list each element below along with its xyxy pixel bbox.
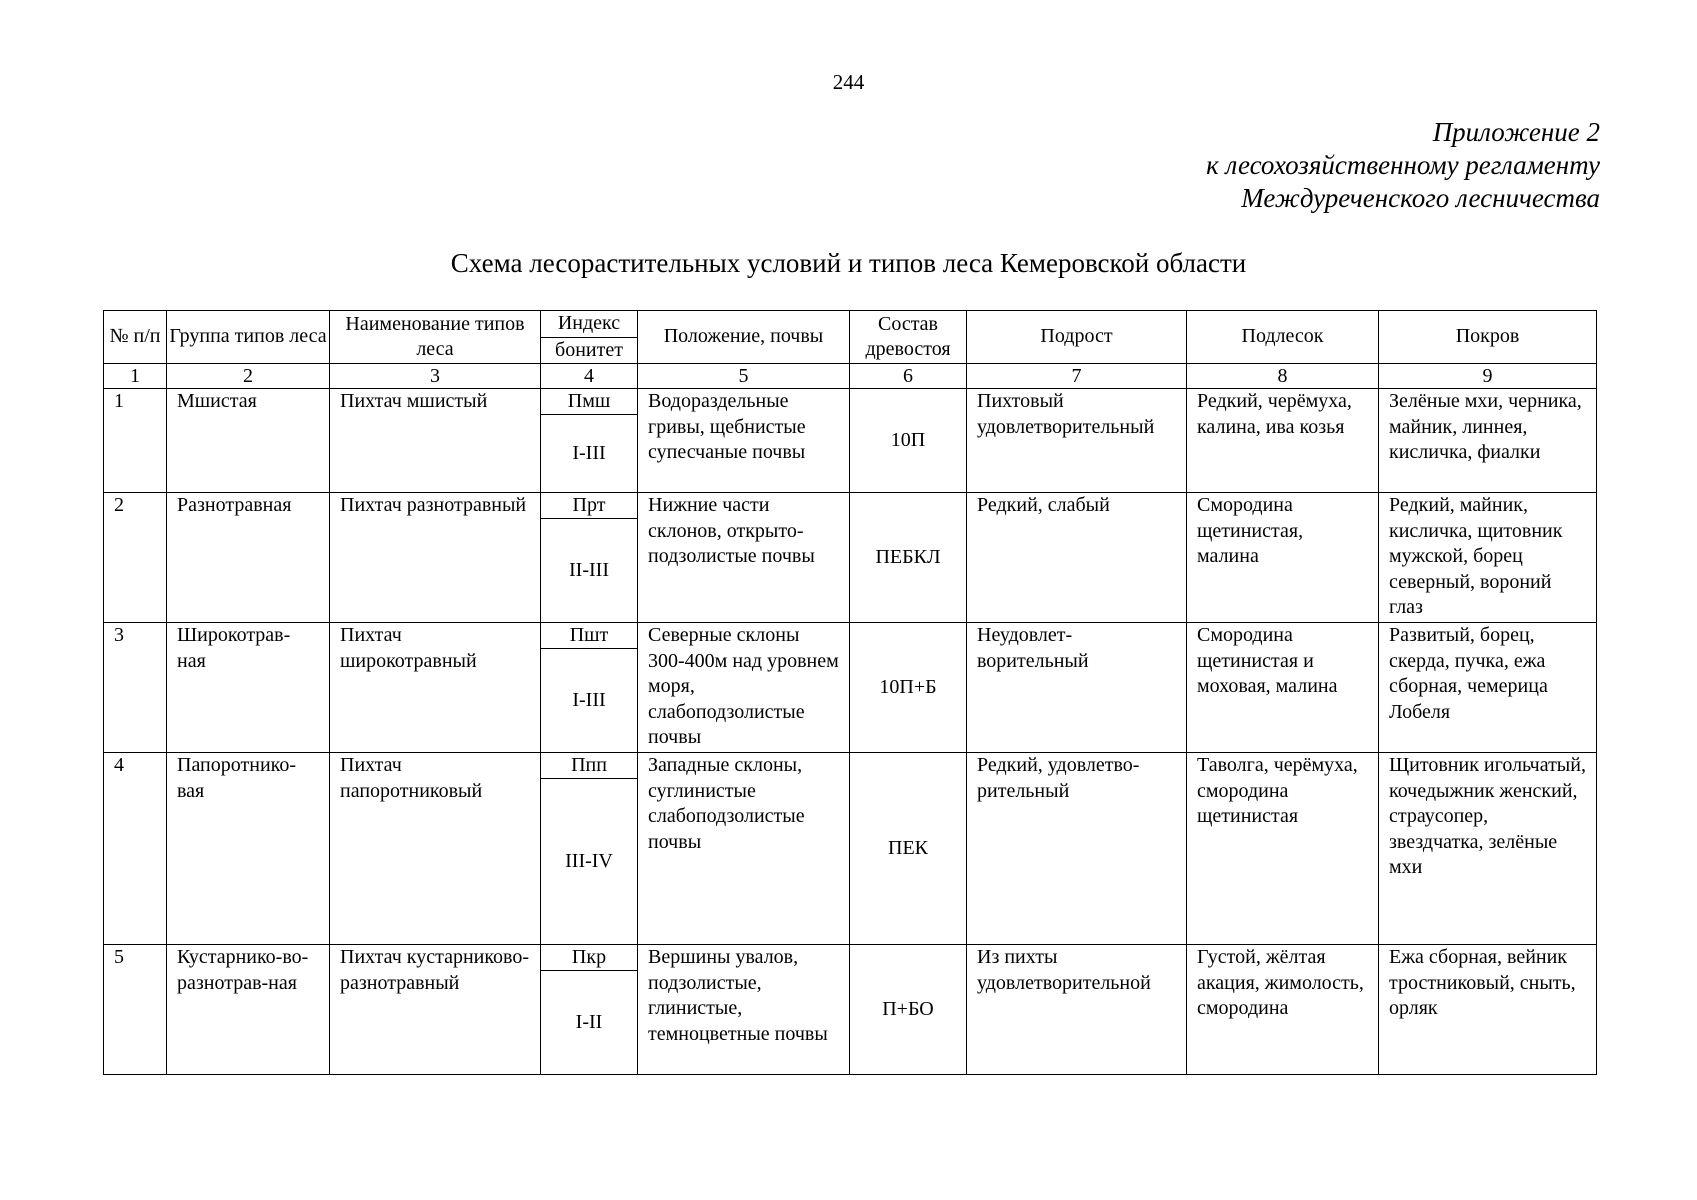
- bonitet: I-II: [575, 1010, 603, 1033]
- table-row: [104, 493, 1597, 623]
- ground-cover: Развитый, борец, скерда, пучка, ежа сборная, чемерица Лобеля: [1389, 624, 1548, 723]
- row-number: 3: [114, 624, 124, 646]
- ground-cover: Ежа сборная, вейник тростниковый, сныть, орляк: [1389, 946, 1576, 1019]
- column-number: 8: [1187, 364, 1379, 389]
- forest-group: Широкотрав-ная: [177, 624, 291, 672]
- bonitet: II-III: [569, 558, 609, 581]
- header-group: Группа типов леса: [167, 311, 330, 364]
- position-soils: Западные склоны, суглинистые слабоподзолистые почвы: [648, 754, 805, 853]
- row-number: 1: [114, 390, 124, 412]
- appendix-line-2: к лесохозяйственному регламенту: [1206, 150, 1600, 180]
- header-num: № п/п: [104, 311, 167, 364]
- header-cover: Покров: [1379, 311, 1597, 364]
- appendix-line-3: Междуреченского лесничества: [1241, 183, 1600, 213]
- position-soils: Северные склоны 300-400м над уровнем моря, слабоподзолистые почвы: [648, 624, 839, 748]
- column-number: 4: [541, 364, 638, 389]
- undergrowth: Неудовлет-ворительный: [977, 624, 1089, 672]
- forest-type-name: Пихтач папоротниковый: [340, 754, 483, 802]
- forest-types-table: [103, 310, 1597, 1075]
- forest-index: Ппп: [541, 753, 637, 779]
- bonitet: I-III: [572, 441, 606, 464]
- header-undergrowth: Подрост: [967, 311, 1187, 364]
- column-number: 2: [167, 364, 330, 389]
- column-number: 1: [104, 364, 167, 389]
- forest-group: Мшистая: [177, 390, 257, 412]
- undergrowth: Пихтовый удовлетворительный: [977, 390, 1155, 438]
- underbrush: Смородина щетинистая и моховая, малина: [1197, 624, 1338, 697]
- bonitet: I-III: [572, 688, 606, 711]
- underbrush: Таволга, черёмуха, смородина щетинистая: [1197, 754, 1358, 827]
- underbrush: Густой, жёлтая акация, жимолость, смородина: [1197, 946, 1364, 1019]
- column-number: 7: [967, 364, 1187, 389]
- position-soils: Вершины увалов, подзолистые, глинистые, темноцветные почвы: [648, 946, 828, 1045]
- undergrowth: Из пихты удовлетворительной: [977, 946, 1151, 994]
- stand-composition: П+БО: [882, 997, 934, 1020]
- stand-composition: ПЕБКЛ: [875, 545, 941, 568]
- table-row: [104, 945, 1597, 1075]
- position-soils: Водораздельные гривы, щебнистые супесчаные почвы: [648, 390, 806, 463]
- ground-cover: Зелёные мхи, черника, майник, линнея, кисличка, фиалки: [1389, 390, 1582, 463]
- page-number: 244: [832, 70, 865, 94]
- row-number: 5: [114, 946, 124, 968]
- underbrush: Смородина щетинистая, малина: [1197, 494, 1304, 567]
- ground-cover: Редкий, майник, кисличка, щитовник мужской, борец северный, вороний глаз: [1389, 494, 1563, 618]
- table-row: [104, 389, 1597, 493]
- forest-index: Пмш: [541, 389, 637, 415]
- document-title: Схема лесорастительных условий и типов леса Кемеровской области: [450, 248, 1247, 278]
- column-number: 9: [1379, 364, 1597, 389]
- header-index: Индекс: [541, 311, 638, 338]
- forest-index: Прт: [541, 493, 637, 519]
- undergrowth: Редкий, слабый: [977, 494, 1110, 516]
- stand-composition: 10П: [890, 428, 926, 451]
- ground-cover: Щитовник игольчатый, кочедыжник женский, страусопер, звездчатка, зелёные мхи: [1389, 754, 1586, 878]
- column-number: 5: [638, 364, 850, 389]
- stand-composition: 10П+Б: [879, 675, 937, 698]
- forest-type-name: Пихтач кустарниково-разнотравный: [340, 946, 530, 994]
- underbrush: Редкий, черёмуха, калина, ива козья: [1197, 390, 1352, 438]
- header-name: Наименование типов леса: [330, 311, 541, 364]
- forest-index: Пшт: [541, 623, 637, 649]
- forest-type-name: Пихтач широкотравный: [340, 624, 477, 672]
- forest-group: Кустарнико-во-разнотрав-ная: [177, 946, 309, 994]
- bonitet: III-IV: [565, 849, 613, 872]
- column-number: 3: [330, 364, 541, 389]
- table-row: [104, 623, 1597, 753]
- header-underbrush: Подлесок: [1187, 311, 1379, 364]
- forest-group: Папоротнико-вая: [177, 754, 297, 802]
- forest-index: Пкр: [541, 945, 637, 971]
- header-position: Положение, почвы: [638, 311, 850, 364]
- position-soils: Нижние части склонов, открыто-подзолистые почвы: [648, 494, 815, 567]
- forest-group: Разнотравная: [177, 494, 292, 516]
- table-row: [104, 753, 1597, 945]
- header-composition: Состав древостоя: [850, 311, 967, 364]
- row-number: 2: [114, 494, 124, 516]
- appendix-line-1: Приложение 2: [1432, 117, 1600, 147]
- header-bonitet: бонитет: [541, 337, 638, 364]
- undergrowth: Редкий, удовлетво-рительный: [977, 754, 1140, 802]
- forest-type-name: Пихтач мшистый: [340, 390, 488, 412]
- row-number: 4: [114, 754, 124, 776]
- forest-type-name: Пихтач разнотравный: [340, 494, 527, 516]
- appendix-note: [1206, 116, 1600, 215]
- column-number: 6: [850, 364, 967, 389]
- stand-composition: ПЕК: [888, 836, 928, 859]
